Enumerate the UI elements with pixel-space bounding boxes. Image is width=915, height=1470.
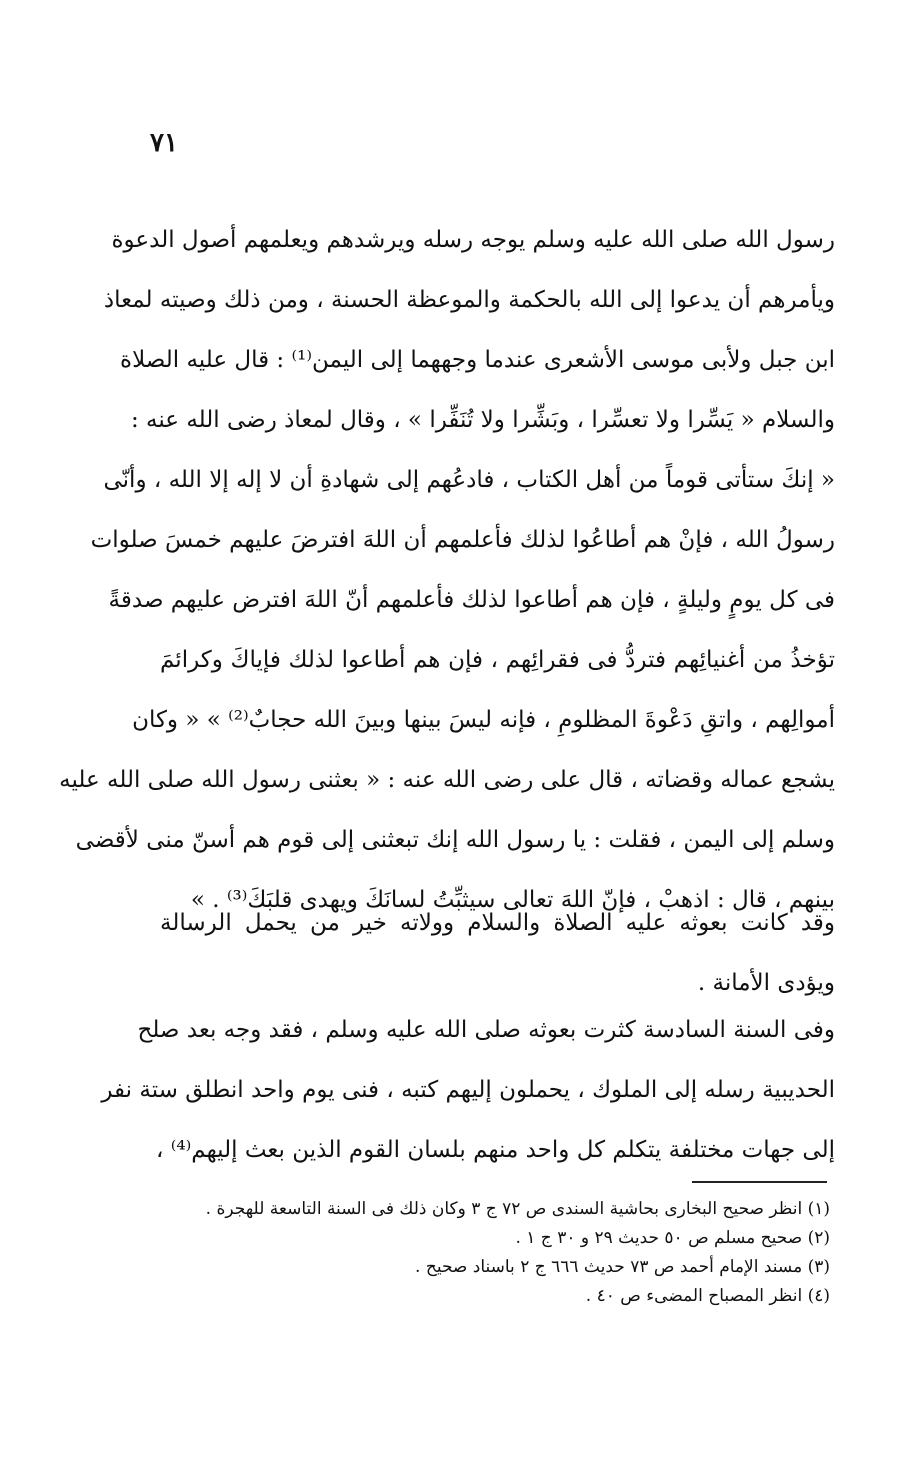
paragraph — [160, 893, 835, 1013]
text-line: والسلام « يَسِّرا ولا تعسِّرا ، وبَشِّرا ولا تُنَفِّرا » ، وقال لمعاذ رضى الله عنه : — [130, 407, 835, 433]
text-line: فى كل يومٍ وليلةٍ ، فإن هم أطاعوا لذلك فأعلمهم أنّ اللهَ افترض عليهم صدقةً — [108, 587, 835, 613]
text-line: وسلم إلى اليمن ، فقلت : يا رسول الله إنك تبعثنى إلى قوم هم أسنّ منى لأقضى — [75, 827, 835, 853]
text-line: ابن جبل ولأبى موسى الأشعرى عندما وجههما إلى اليمن⁽¹⁾ : قال عليه الصلاة — [120, 347, 835, 373]
paragraph — [101, 1000, 835, 1180]
footnotes — [160, 1195, 830, 1311]
page-number: ٧١ — [150, 128, 178, 158]
text-line: « إنكَ ستأتى قوماً من أهل الكتاب ، فادعُهم إلى شهادةِ أن لا إله إلا الله ، وأنّى — [103, 467, 835, 493]
text-line: ويأمرهم أن يدعوا إلى الله بالحكمة والموعظة الحسنة ، ومن ذلك وصيته لمعاذ — [103, 287, 835, 313]
footnote: (٣) مسند الإمام أحمد ص ٧٣ حديث ٦٦٦ ج ٢ باسناد صحيح . — [415, 1257, 830, 1277]
text-line: ويؤدى الأمانة . — [697, 970, 835, 996]
text-line: بينهم ، قال : اذهبْ ، فإنّ اللهَ تعالى سيثبِّتُ لسانَكَ ويهدى قلبَكَ⁽³⁾ . » — [190, 887, 835, 913]
text-line: رسول الله صلى الله عليه وسلم يوجه رسله ويرشدهم ويعلمهم أصول الدعوة — [111, 227, 835, 253]
text-line: أموالِهم ، واتقِ دَعْوةَ المظلومِ ، فإنه ليسَ بينها وبينَ الله حجابٌ⁽²⁾ » « وكان — [132, 707, 835, 733]
footnote: (٢) صحيح مسلم ص ٥٠ حديث ٢٩ و ٣٠ ج ١ . — [515, 1228, 830, 1248]
text-line: وفى السنة السادسة كثرت بعوثه صلى الله عليه وسلم ، فقد وجه بعد صلح — [137, 1017, 835, 1043]
footnote-divider — [692, 1181, 827, 1183]
text-line: الحديبية رسله إلى الملوك ، يحملون إليهم كتبه ، فنى يوم واحد انطلق ستة نفر — [101, 1077, 835, 1103]
paragraph — [59, 210, 835, 930]
footnote: (١) انظر صحيح البخارى بحاشية السندى ص ٧٢ ج ٣ وكان ذلك فى السنة التاسعة للهجرة . — [205, 1199, 830, 1219]
footnote: (٤) انظر المصباح المضىء ص ٤٠ . — [585, 1286, 830, 1306]
text-line: رسولُ الله ، فإنْ هم أطاعُوا لذلك فأعلمهم أن اللهَ افترضَ عليهم خمسَ صلوات — [90, 527, 835, 553]
text-line: وقد كانت بعوثه عليه الصلاة والسلام وولاته خير من يحمل الرسالة — [160, 910, 835, 936]
text-line: إلى جهات مختلفة يتكلم كل واحد منهم بلسان القوم الذين بعث إليهم⁽⁴⁾ ، — [155, 1137, 835, 1163]
text-line: تؤخذُ من أغنيائِهم فتردُّ فى فقرائِهم ، فإن هم أطاعوا لذلك فإياكَ وكرائمَ — [160, 647, 835, 673]
text-line: يشجع عماله وقضاته ، قال على رضى الله عنه : « بعثنى رسول الله صلى الله عليه — [59, 767, 835, 793]
